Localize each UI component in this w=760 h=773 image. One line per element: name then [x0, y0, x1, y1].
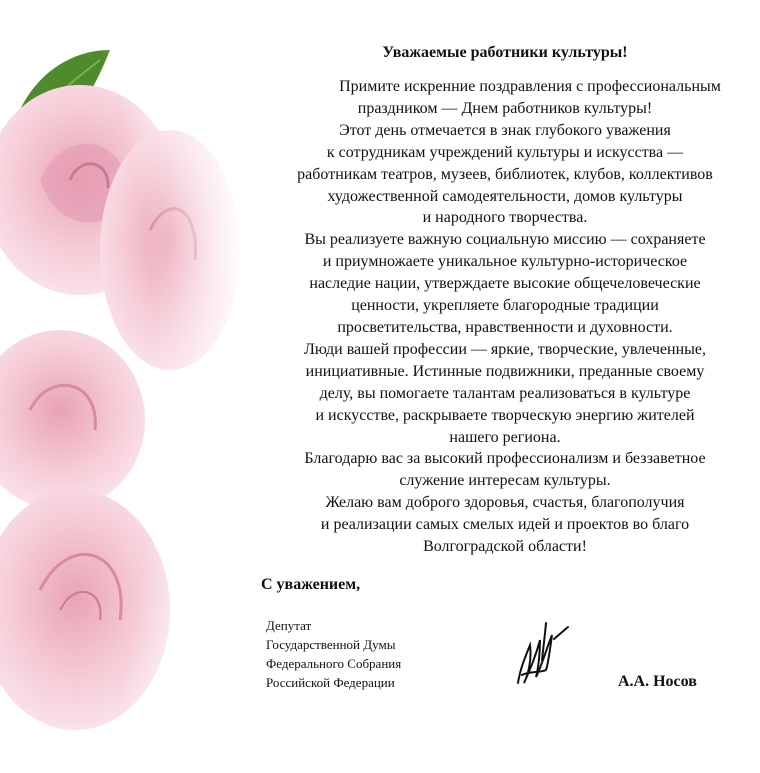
letter-body — [250, 76, 760, 558]
body-line: ценности, укрепляете благородные традиции — [351, 297, 659, 315]
body-line: и искусстве, раскрываете творческую энергию жителей — [315, 406, 695, 424]
position-line: Депутат — [266, 618, 312, 633]
letter-title: Уважаемые работники культуры! — [382, 44, 628, 61]
body-line: делу, вы помогаете талантам реализоваться в культуре — [319, 384, 691, 402]
body-line: нашего региона. — [449, 428, 561, 446]
body-line: и реализации самых смелых идей и проектов во благо — [320, 516, 690, 534]
signer-position — [266, 616, 401, 692]
position-line: Российской Федерации — [266, 675, 395, 690]
pink-roses-decoration — [0, 30, 260, 770]
body-line: наследие нации, утверждаете высокие общечеловеческие — [309, 275, 701, 293]
body-line: Волгоградской области! — [423, 538, 587, 556]
body-line: к сотрудникам учреждений культуры и искусства — — [326, 143, 684, 161]
body-line: художественной самодеятельности, домов культуры — [327, 187, 683, 205]
body-line: просветительства, нравственности и духовности. — [337, 318, 673, 336]
body-line: Благодарю вас за высокий профессионализм и беззаветное — [304, 450, 706, 468]
body-line: работникам театров, музеев, библиотек, клубов, коллективов — [297, 165, 713, 183]
body-line: Примите искренние поздравления с профессиональным — [339, 78, 721, 95]
body-line: Люди вашей профессии — яркие, творческие, увлеченные, — [304, 340, 706, 358]
closing-regards: С уважением, — [261, 576, 361, 593]
body-line: инициативные. Истинные подвижники, преданные своему — [305, 362, 705, 380]
body-line: праздником — Днем работников культуры! — [357, 99, 653, 117]
signer-name: А.А. Носов — [618, 673, 697, 690]
position-line: Федерального Собрания — [266, 656, 402, 671]
body-line: и приумножаете уникальное культурно-историческое — [322, 253, 688, 271]
body-line: Этот день отмечается в знак глубокого уважения — [339, 121, 671, 139]
position-line: Государственной Думы — [266, 637, 396, 652]
body-line: Желаю вам доброго здоровья, счастья, благополучия — [325, 494, 685, 512]
body-line: служение интересам культуры. — [399, 472, 611, 490]
body-line: и народного творчества. — [422, 209, 588, 227]
handwritten-signature — [510, 615, 590, 690]
body-line: Вы реализуете важную социальную миссию — сохраняете — [304, 231, 706, 249]
